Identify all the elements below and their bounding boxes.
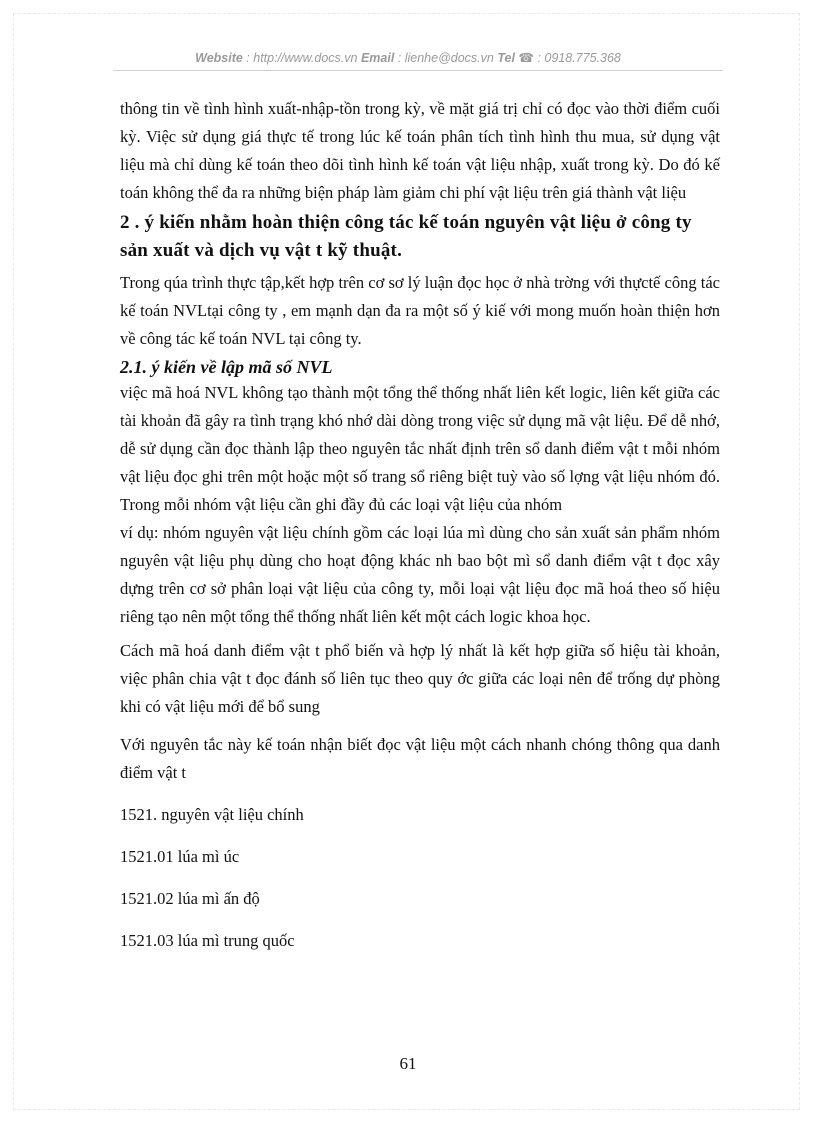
material-code-list (120, 801, 720, 955)
email-value: : lienhe@docs.vn (394, 51, 498, 65)
website-label: Website (195, 51, 243, 65)
subsection-heading-2-1: 2.1. ý kiến về lập mã số NVL (120, 357, 333, 377)
website-value: : http://www.docs.vn (242, 51, 361, 65)
paragraph-6: Với nguyên tắc này kế toán nhận biết đọc vật liệu một cách nhanh chóng thông qua danh điểm vật t (120, 735, 720, 782)
section-heading-2: 2 . ý kiến nhằm hoàn thiện công tác kế toán nguyên vật liệu ở công ty sản xuất và dịch vụ vật t kỹ thuật. (120, 212, 692, 261)
document-body (120, 95, 720, 963)
paragraph-1: thông tin về tình hình xuất-nhập-tồn trong kỳ, về mặt giá trị chỉ có đọc vào thời điểm cuối kỳ. Việc sử dụng giá thực tế trong lúc kế toán phân tích tình hình thu mua, sử dụng vật liệu mà chỉ dùng kế toán theo dõi tình hình kế toán vật liệu nhập, xuất trong kỳ. Do đó kế toán không thể đa ra những biện pháp làm giảm chi phí vật liệu trên giá thành vật liệu (120, 99, 720, 202)
code-item: 1521.01 lúa mì úc (120, 847, 240, 866)
code-item: 1521.03 lúa mì trung quốc (120, 931, 295, 950)
code-item: 1521. nguyên vật liệu chính (120, 805, 304, 824)
paragraph-3: việc mã hoá NVL không tạo thành một tổng thể thống nhất liên kết logic, liên kết giữa các tài khoản đã gây ra tình trạng khó nhớ dài dòng trong việc sử dụng mã vật liệu. Để dễ nhớ, dễ sử dụng cần đọc thành lập theo nguyên tắc nhất định trên sổ danh điểm vật t mỗi nhóm vật liệu đọc ghi trên một hoặc một số trang sổ riêng biệt tuỳ vào số lợng vật liệu nhóm đó. Trong mỗi nhóm vật liệu cần ghi đầy đủ các loại vật liệu của nhóm (120, 383, 720, 514)
tel-label: Tel ☎ (497, 51, 534, 65)
paragraph-2: Trong qúa trình thực tập,kết hợp trên cơ sơ lý luận đọc học ở nhà trờng với thựctế công tác kế toán NVLtại công ty , em mạnh dạn đa ra một số ý kiế với mong muốn hoàn thiện hơn về công tác kế toán NVL tại công ty. (120, 273, 720, 348)
paragraph-4: ví dụ: nhóm nguyên vật liệu chính gồm các loại lúa mì dùng cho sản xuất sản phẩm nhóm nguyên vật liệu phụ dùng cho hoạt động khác nh bao bột mì sổ danh điểm vật t đọc xây dựng trên cơ sở phân loại vật liệu của công ty, mỗi loại vật liệu đọc mã hoá theo số hiệu riêng tạo nên một tổng thể thống nhất liên kết một cách logic khoa học. (120, 523, 720, 626)
paragraph-5: Cách mã hoá danh điểm vật t phổ biến và hợp lý nhất là kết hợp giữa số hiệu tài khoản, việc phân chia vật t đọc đánh số liên tục theo quy ớc giữa các loại nên để trống dự phòng khi có vật liệu mới để bổ sung (120, 641, 720, 716)
page-number: 61 (399, 1054, 417, 1073)
tel-value: : 0918.775.368 (533, 51, 621, 65)
page-header (0, 50, 816, 65)
header-rule (113, 70, 723, 71)
code-item: 1521.02 lúa mì ấn độ (120, 889, 260, 908)
email-label: Email (360, 51, 395, 65)
